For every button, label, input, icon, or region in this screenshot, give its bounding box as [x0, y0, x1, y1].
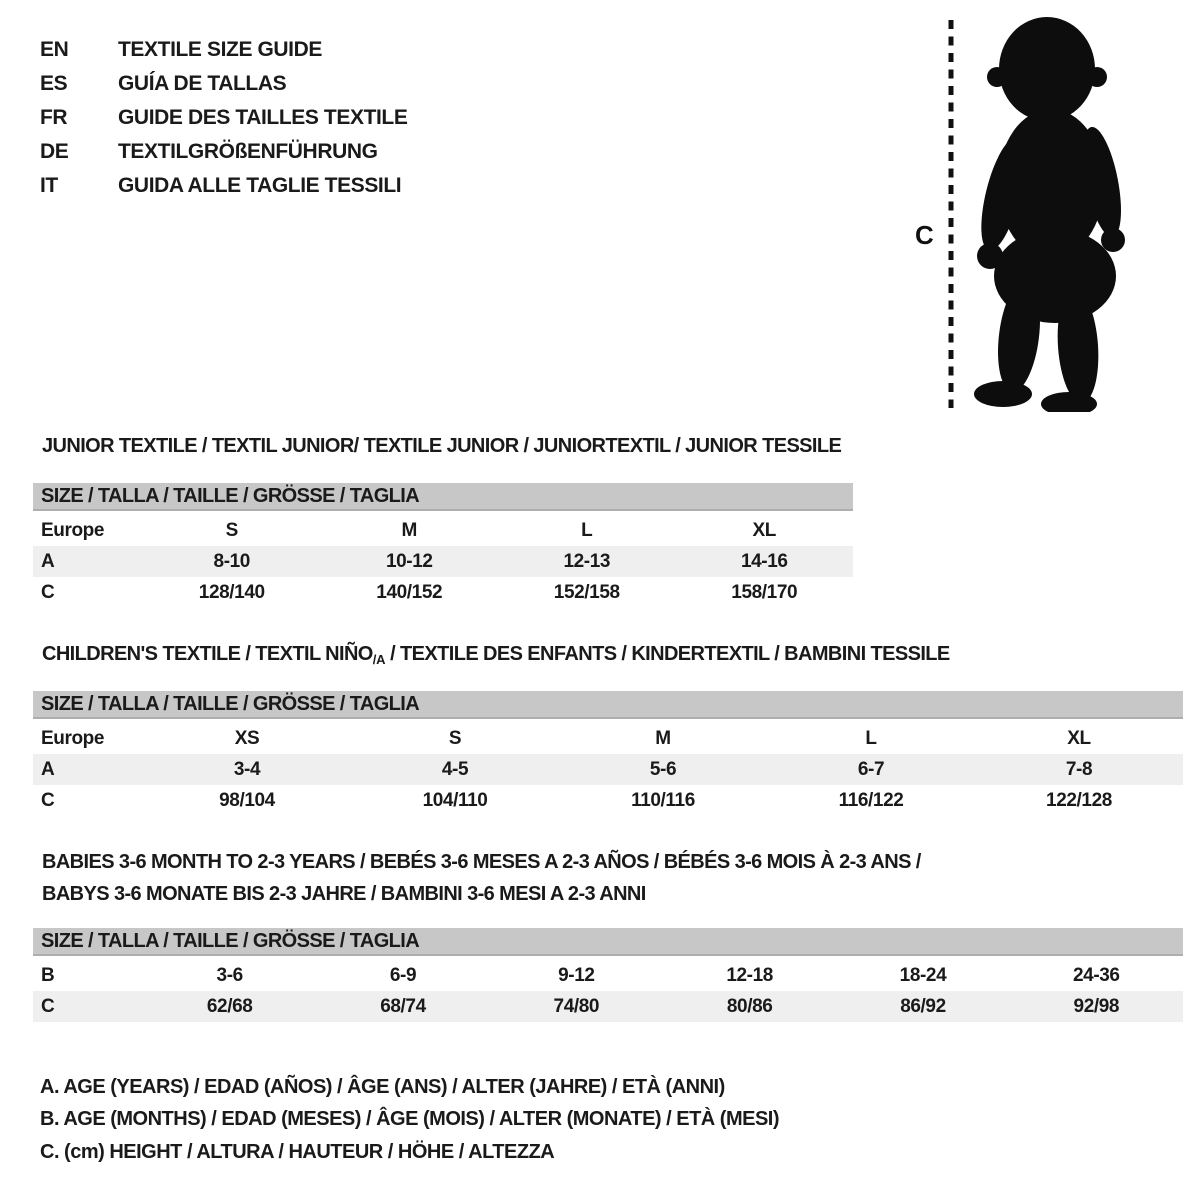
language-guide-title: GUIDA ALLE TAGLIE TESSILI	[118, 174, 402, 197]
table-row	[33, 785, 1183, 816]
size-cell: 5-6	[649, 758, 677, 780]
size-cell: 80/86	[726, 995, 773, 1017]
size-cell: XL	[1067, 727, 1091, 749]
size-cell: 110/116	[631, 789, 695, 811]
row-label: C	[41, 581, 55, 603]
size-cell: XS	[234, 727, 260, 749]
silhouette-head	[999, 17, 1095, 121]
size-cell: 12-13	[563, 550, 611, 572]
language-row	[40, 135, 407, 169]
children-table-rows	[33, 723, 1183, 816]
size-cell: 158/170	[731, 581, 798, 603]
size-cell: L	[865, 727, 877, 749]
babies-size-table	[33, 928, 1183, 1022]
table-row	[33, 754, 1183, 785]
language-code: ES	[40, 72, 68, 95]
toddler-silhouette-icon	[972, 17, 1128, 412]
children-size-table	[33, 691, 1183, 816]
size-cell: 14-16	[740, 550, 788, 572]
table-row	[33, 723, 1183, 754]
measure-legend	[40, 1071, 779, 1169]
size-cell: 24-36	[1073, 964, 1120, 986]
row-label: Europe	[41, 727, 105, 749]
size-cell: 3-6	[216, 964, 243, 986]
size-cell: 152/158	[553, 581, 620, 603]
size-cell: 128/140	[198, 581, 265, 603]
children-table-size-header: SIZE / TALLA / TAILLE / GRÖSSE / TAGLIA	[33, 691, 1183, 719]
children-title-main: CHILDREN'S TEXTILE / TEXTIL NIÑO	[42, 643, 373, 665]
table-row	[33, 546, 853, 577]
junior-size-table	[33, 483, 853, 608]
size-cell: 18-24	[899, 964, 947, 986]
size-cell: XL	[752, 519, 776, 541]
row-label: B	[41, 964, 55, 986]
language-row	[40, 101, 407, 135]
junior-table-rows	[33, 515, 853, 608]
language-guide-title: TEXTILGRÖßENFÜHRUNG	[118, 140, 378, 163]
size-cell: 10-12	[385, 550, 433, 572]
row-label: A	[41, 550, 55, 572]
row-label: C	[41, 995, 55, 1017]
table-row	[33, 960, 1183, 991]
size-cell: S	[225, 519, 238, 541]
row-label: Europe	[41, 519, 105, 541]
language-list	[40, 33, 407, 203]
size-cell: L	[581, 519, 593, 541]
language-code: IT	[40, 174, 58, 197]
babies-section-title	[42, 846, 921, 910]
row-label: C	[41, 789, 55, 811]
size-cell: M	[655, 727, 671, 749]
size-cell: 92/98	[1073, 995, 1120, 1017]
babies-table-size-header: SIZE / TALLA / TAILLE / GRÖSSE / TAGLIA	[33, 928, 1183, 956]
language-code: FR	[40, 106, 68, 129]
babies-table-rows	[33, 960, 1183, 1022]
size-cell: 62/68	[206, 995, 253, 1017]
table-row	[33, 515, 853, 546]
legend-line-b: B. AGE (MONTHS) / EDAD (MESES) / ÂGE (MOIS) / ALTER (MONATE) / ETÀ (MESI)	[40, 1108, 780, 1131]
silhouette-ear-left	[987, 67, 1007, 87]
size-cell: 3-4	[233, 758, 261, 780]
size-cell: 116/122	[838, 789, 904, 811]
language-guide-title: TEXTILE SIZE GUIDE	[118, 38, 322, 61]
table-row	[33, 577, 853, 608]
size-cell: 68/74	[380, 995, 426, 1017]
row-label: A	[41, 758, 55, 780]
language-guide-title: GUIDE DES TAILLES TEXTILE	[118, 106, 408, 129]
language-row	[40, 169, 407, 203]
size-cell: 140/152	[376, 581, 443, 603]
legend-line-c: C. (cm) HEIGHT / ALTURA / HAUTEUR / HÖHE / ALTEZZA	[40, 1140, 555, 1163]
language-code: EN	[40, 38, 69, 61]
junior-section-title: JUNIOR TEXTILE / TEXTIL JUNIOR/ TEXTILE JUNIOR / JUNIORTEXTIL / JUNIOR TESSILE	[42, 435, 842, 457]
size-cell: 6-7	[857, 758, 885, 780]
size-cell: 4-5	[441, 758, 469, 780]
children-section-title	[42, 643, 950, 666]
size-cell: 122/128	[1046, 789, 1112, 811]
size-cell: 7-8	[1065, 758, 1093, 780]
language-row	[40, 67, 407, 101]
size-cell: S	[448, 727, 462, 749]
size-cell: 6-9	[389, 964, 417, 986]
babies-title-line1: BABIES 3-6 MONTH TO 2-3 YEARS / BEBÉS 3-6 MESES A 2-3 AÑOS / BÉBÉS 3-6 MOIS À 2-3 ANS /	[42, 851, 921, 873]
size-cell: 9-12	[558, 964, 595, 986]
babies-title-line2: BABYS 3-6 MONATE BIS 2-3 JAHRE / BAMBINI 3-6 MESI A 2-3 ANNI	[42, 883, 646, 905]
junior-table-size-header: SIZE / TALLA / TAILLE / GRÖSSE / TAGLIA	[33, 483, 853, 511]
size-cell: 8-10	[213, 550, 250, 572]
table-row	[33, 991, 1183, 1022]
size-cell: M	[401, 519, 417, 541]
silhouette-hand-right	[1101, 228, 1125, 252]
silhouette-ear-right	[1087, 67, 1107, 87]
size-cell: 98/104	[219, 789, 275, 811]
language-row	[40, 33, 407, 67]
size-figure	[905, 10, 1145, 412]
size-cell: 74/80	[553, 995, 600, 1017]
language-guide-title: GUÍA DE TALLAS	[118, 72, 287, 95]
figure-measure-label: C	[915, 220, 934, 250]
language-code: DE	[40, 140, 69, 163]
legend-line-a: A. AGE (YEARS) / EDAD (AÑOS) / ÂGE (ANS) / ALTER (JAHRE) / ETÀ (ANNI)	[40, 1075, 725, 1098]
silhouette-foot-left	[974, 381, 1032, 407]
size-cell: 104/110	[422, 789, 488, 811]
size-cell: 12-18	[726, 964, 773, 986]
size-cell: 86/92	[900, 995, 946, 1017]
children-title-subscript: /A	[372, 652, 386, 667]
children-title-rest: / TEXTILE DES ENFANTS / KINDERTEXTIL / BAMBINI TESSILE	[385, 643, 950, 665]
